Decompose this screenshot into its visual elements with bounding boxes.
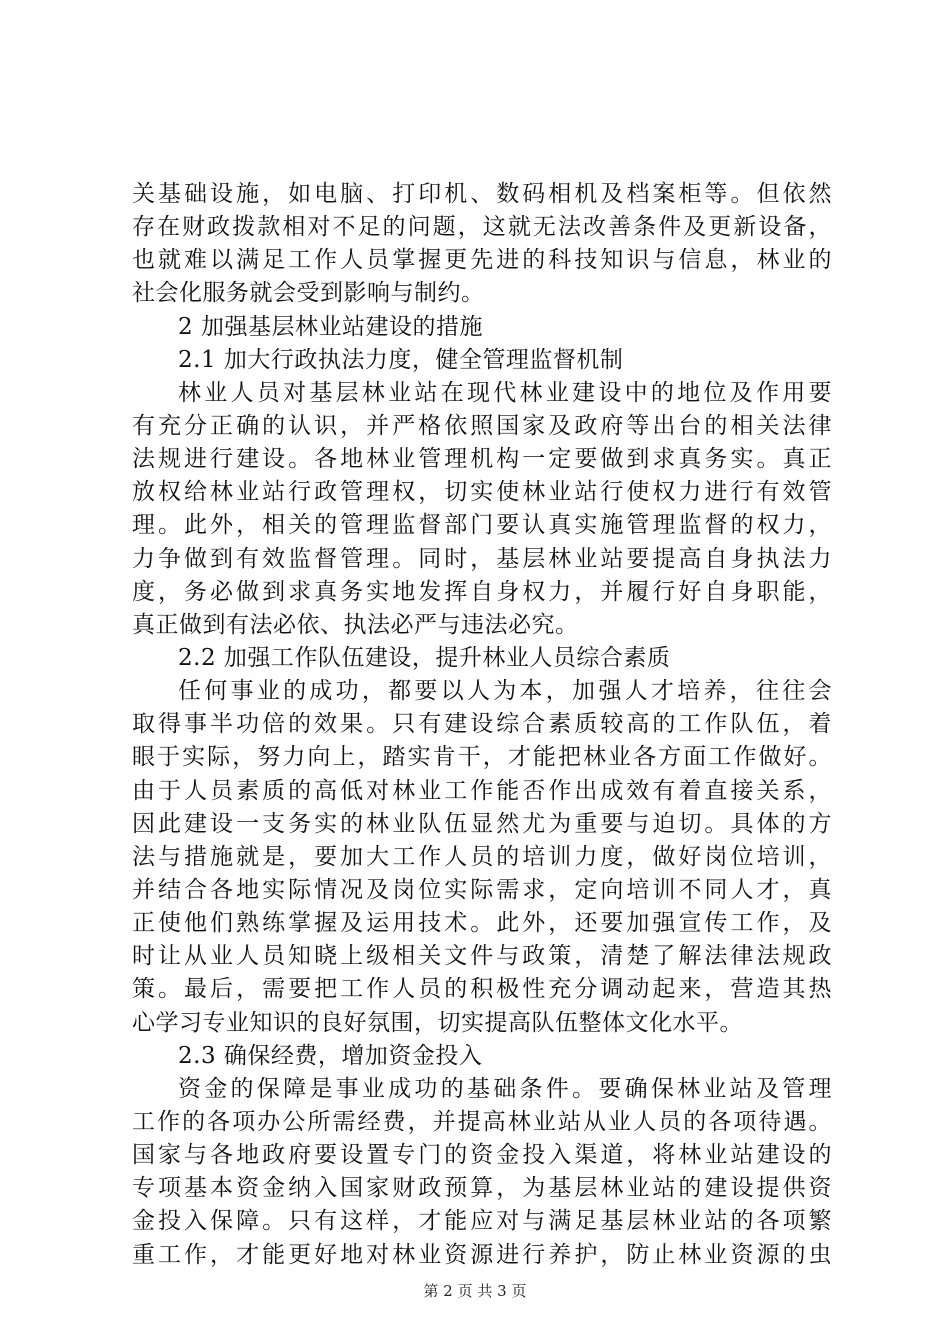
- paragraph-start-line: 任何事业的成功，都要以人为本，加强人才培养，往往会: [178, 678, 832, 705]
- text-line: 理。此外，相关的管理监督部门要认真实施管理监督的权力，: [132, 512, 832, 539]
- text-line: 社会化服务就会受到影响与制约。: [132, 280, 485, 307]
- page-footer: 第 2 页 共 3 页: [423, 1282, 527, 1300]
- text-line: 专项基本资金纳入国家财政预算，为基层林业站的建设提供资: [132, 1175, 832, 1202]
- text-line: 由于人员素质的高低对林业工作能否作出成效有着直接关系，: [132, 777, 832, 804]
- document-body: [132, 178, 832, 1272]
- paragraph-start-line: 2.1 加大行政执法力度，健全管理监督机制: [178, 346, 624, 373]
- text-line: 时让从业人员知晓上级相关文件与政策，清楚了解法律法规政: [132, 943, 832, 970]
- text-line: 法规进行建设。各地林业管理机构一定要做到求真务实。真正: [132, 446, 832, 473]
- text-line: 存在财政拨款相对不足的问题，这就无法改善条件及更新设备，: [132, 214, 832, 241]
- text-line: 金投入保障。只有这样，才能应对与满足基层林业站的各项繁: [132, 1208, 832, 1235]
- paragraph-start-line: 资金的保障是事业成功的基础条件。要确保林业站及管理: [178, 1075, 832, 1102]
- paragraph-start-line: 林业人员对基层林业站在现代林业建设中的地位及作用要: [178, 379, 832, 406]
- text-line: 取得事半功倍的效果。只有建设综合素质较高的工作队伍，着: [132, 711, 832, 738]
- text-line: 有充分正确的认识，并严格依照国家及政府等出台的相关法律: [132, 412, 832, 439]
- text-line: 眼于实际，努力向上，踏实肯干，才能把林业各方面工作做好。: [132, 744, 832, 771]
- text-line: 工作的各项办公所需经费，并提高林业站从业人员的各项待遇。: [132, 1108, 832, 1135]
- text-line: 并结合各地实际情况及岗位实际需求，定向培训不同人才，真: [132, 876, 832, 903]
- text-line: 国家与各地政府要设置专门的资金投入渠道，将林业站建设的: [132, 1142, 832, 1169]
- paragraph-start-line: 2.2 加强工作队伍建设，提升林业人员综合素质: [178, 644, 671, 671]
- paragraph-start-line: 2.3 确保经费，增加资金投入: [178, 1042, 483, 1069]
- text-line: 策。最后，需要把工作人员的积极性充分调动起来，营造其热: [132, 976, 832, 1003]
- paragraph-start-line: 2 加强基层林业站建设的措施: [178, 313, 483, 340]
- text-line: 法与措施就是，要加大工作人员的培训力度，做好岗位培训，: [132, 843, 832, 870]
- text-line: 重工作，才能更好地对林业资源进行养护，防止林业资源的虫: [132, 1241, 832, 1268]
- text-line: 正使他们熟练掌握及运用技术。此外，还要加强宣传工作，及: [132, 910, 832, 937]
- text-line: 心学习专业知识的良好氛围，切实提高队伍整体文化水平。: [132, 1009, 743, 1036]
- text-line: 放权给林业站行政管理权，切实使林业站行使权力进行有效管: [132, 479, 832, 506]
- text-line: 也就难以满足工作人员掌握更先进的科技知识与信息，林业的: [132, 247, 832, 274]
- text-line: 关基础设施，如电脑、打印机、数码相机及档案柜等。但依然: [132, 181, 832, 207]
- text-line: 力争做到有效监督管理。同时，基层林业站要提高自身执法力: [132, 545, 832, 572]
- text-line: 度，务必做到求真务实地发挥自身权力，并履行好自身职能，: [132, 578, 832, 605]
- text-line: 真正做到有法必依、执法必严与违法必究。: [132, 611, 579, 638]
- text-line: 因此建设一支务实的林业队伍显然尤为重要与迫切。具体的方: [132, 810, 832, 837]
